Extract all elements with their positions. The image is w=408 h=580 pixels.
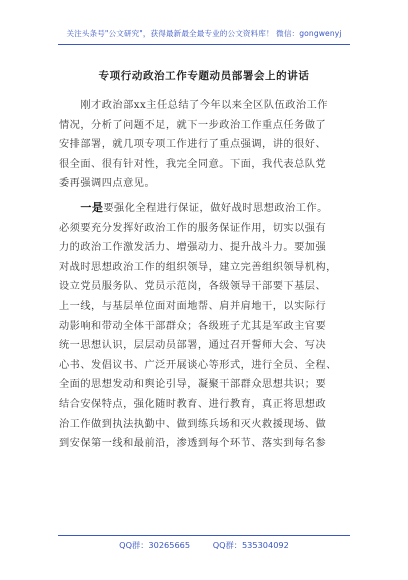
text-line: 必须要充分发挥好政治工作的服务保证作用，切实以强有	[59, 222, 327, 234]
text-line: 对战时思想政治工作的组织领导，建立完善组织领导机构，	[59, 261, 337, 273]
text-line: 设立党员服务队、党员示范岗，各级领导干部要下基层、	[59, 281, 327, 293]
document-title: 专项行动政治工作专题动员部署会上的讲话	[98, 70, 310, 82]
text-line: 到安保第一线和最前沿，渗透到每个环节、落实到每名参	[59, 438, 327, 450]
text-line: 统一思想认识，层层动员部署，通过召开誓师大会、写决	[59, 340, 327, 352]
footer-qq-group-2: QQ群：535304092	[212, 540, 289, 550]
text-line: 很全面、很有针对性，我完全同意。下面，我代表总队党	[59, 158, 327, 170]
footer-divider	[58, 535, 350, 536]
text-line: 情况，分析了问题不足，就下一步政治工作重点任务做了	[59, 119, 327, 131]
header-banner: 关注头条号"公文研究"，获得最新最全最专业的公文资料库！ 微信：gongwenyj	[66, 29, 342, 38]
text-line: 委再强调四点意见。	[59, 178, 156, 190]
text-line: 安排部署，就几项专项工作进行了重点强调，讲的很好、	[59, 139, 327, 151]
text-line-content: 刚才政治部xx主任总结了今年以来全区队伍政治工作	[80, 100, 328, 111]
text-line: 上一线，与基层单位面对面地帮、肩并肩地干，以实际行	[59, 300, 327, 312]
paragraph-2	[59, 198, 351, 454]
text-line: 结合安保特点，强化随时教育、进行教育，真正将思想政	[59, 398, 327, 410]
footer-contacts	[0, 540, 408, 551]
footer-qq-group-1: QQ群：30265665	[119, 540, 191, 550]
paragraph-1	[59, 96, 351, 194]
text-line-content: 要强化全程进行保证，做好战时思想政治工作。	[103, 202, 328, 214]
text-line	[59, 96, 351, 116]
text-line: 力的政治工作激发活力、增强动力、提升战斗力。要加强	[59, 242, 327, 254]
text-line: 全面的思想发动和舆论引导，凝聚干部群众思想共识；要	[59, 379, 327, 391]
text-line: 动影响和带动全体干部群众；各级班子尤其是军政主官要	[59, 320, 327, 332]
text-line	[59, 198, 351, 219]
document-body	[59, 96, 351, 454]
lead-phrase: 一是	[80, 200, 104, 214]
text-line: 治工作做到执法执勤中、做到练兵场和灭火救援现场、做	[59, 418, 327, 430]
text-line: 心书、发倡议书、广泛开展谈心等形式，进行全员、全程、	[59, 359, 337, 371]
header-divider	[58, 44, 350, 45]
